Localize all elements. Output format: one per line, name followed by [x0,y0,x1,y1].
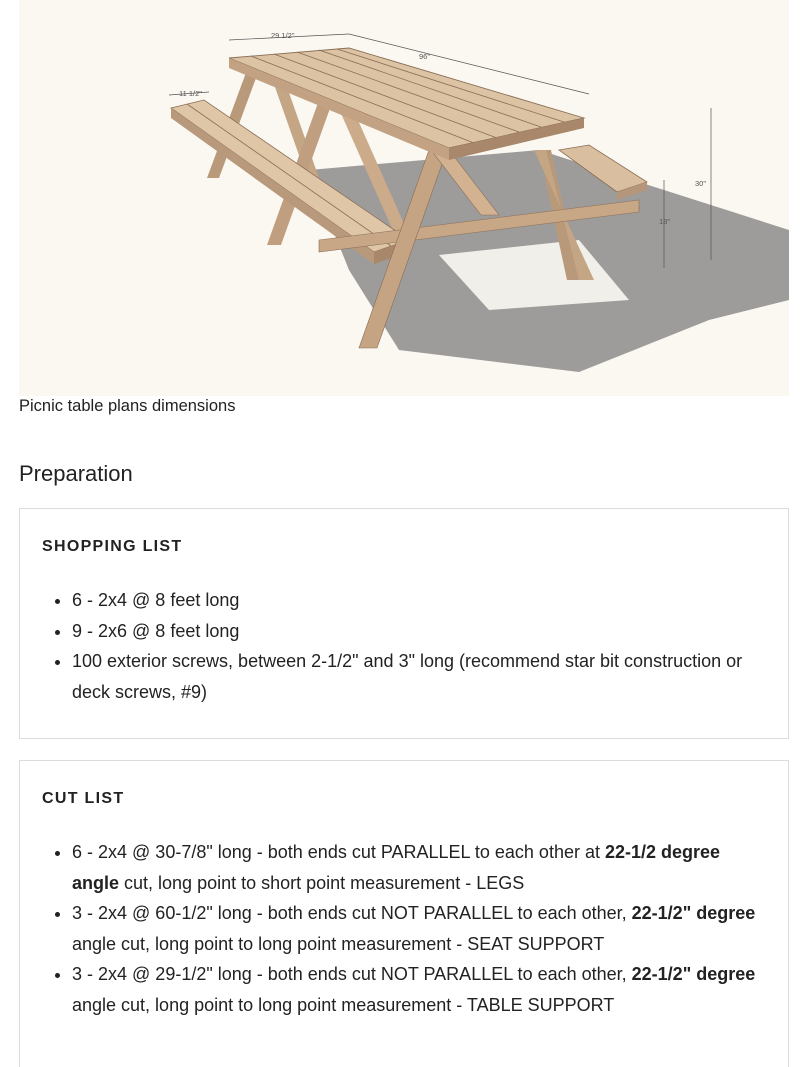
cut-list-title: CUT LIST [42,790,125,807]
dim-table-width: 29 1/2" [271,31,295,40]
list-item [72,837,762,898]
picnic-table-illustration [19,0,789,396]
shopping-list [20,585,790,707]
dim-seat-width: 11 1/2" [179,89,202,98]
dim-height: 30" [695,179,707,188]
shopping-list-card [19,508,789,739]
dim-seat-height: 18" [659,217,671,226]
item-bold: 22-1/2 degree angle [72,842,721,893]
item-text: angle cut, long point to long point measurement - TABLE SUPPORT [72,994,615,1015]
figure-caption: Picnic table plans dimensions [19,397,236,415]
cut-list [20,837,790,1020]
item-text: angle cut, long point to long point measurement - SEAT SUPPORT [72,933,605,954]
list-item [72,898,762,959]
dim-length: 96" [419,52,431,61]
preparation-heading: Preparation [19,461,133,486]
picnic-table-drawing [19,0,789,396]
list-item: • 9 - 2x6 @ 8 feet long [72,616,762,647]
shopping-list-title: SHOPPING LIST [42,538,183,555]
cut-list-card [19,760,789,1067]
list-item: • 100 exterior screws, between 2-1/2" and 3" long (recommend star bit construction or deck screws, #9) [72,646,762,707]
item-text: 3 - 2x4 @ 29-1/2" long - both ends cut NOT PARALLEL to each other, [72,964,632,984]
item-text: cut, long point to short point measurement - LEGS [119,872,525,893]
list-item [72,959,762,1020]
item-text: 3 - 2x4 @ 60-1/2" long - both ends cut NOT PARALLEL to each other, [72,903,632,923]
item-bold: 22-1/2" degree [631,964,756,984]
item-bold: 22-1/2" degree [631,903,756,923]
list-item: • 6 - 2x4 @ 8 feet long [72,585,762,616]
item-text: 6 - 2x4 @ 30-7/8" long - both ends cut PARALLEL to each other at [72,842,605,862]
